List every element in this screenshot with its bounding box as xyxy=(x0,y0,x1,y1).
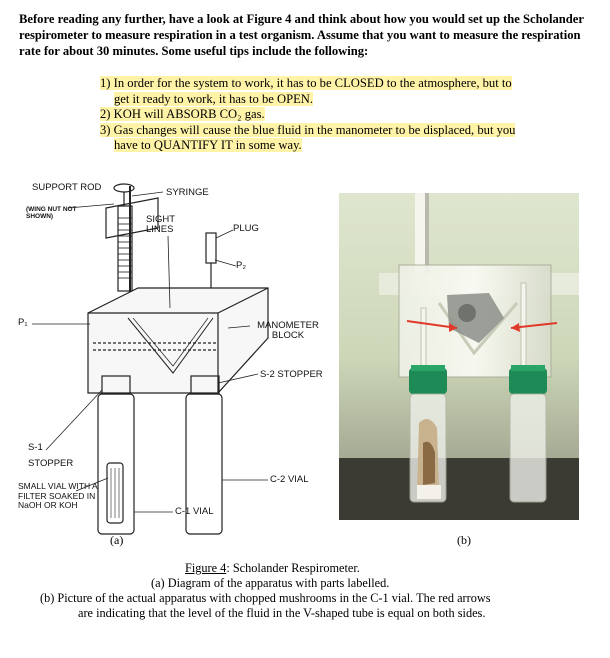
tips-list xyxy=(100,76,570,154)
respirometer-diagram xyxy=(18,178,348,548)
caption-line-a: (a) Diagram of the apparatus with parts labelled. xyxy=(151,576,390,590)
tip-line: 1) In order for the system to work, it has to be CLOSED to the atmosphere, but to xyxy=(100,76,512,90)
label-sight-lines: SIGHT LINES xyxy=(146,214,175,235)
panel-label-a: (a) xyxy=(110,533,124,547)
tip-line: 3) Gas changes will cause the blue fluid in the manometer to be displaced, but you xyxy=(100,122,516,137)
label-p1: P₁ xyxy=(18,317,28,328)
tip-item xyxy=(100,123,570,139)
tip-line: get it ready to work, it has to be OPEN. xyxy=(114,91,314,106)
panel-label-b: (b) xyxy=(457,533,471,547)
label-wing-nut: (WING NUT NOT SHOWN) xyxy=(26,206,77,220)
caption-title: : Scholander Respirometer. xyxy=(226,561,360,575)
label-p2: P₂ xyxy=(236,260,247,271)
figure-caption xyxy=(40,561,580,621)
tip-item xyxy=(100,76,570,92)
apparatus-photo xyxy=(339,193,579,520)
label-support-rod: SUPPORT ROD xyxy=(32,182,102,193)
label-s1-stopper: S-1 STOPPER xyxy=(28,442,74,469)
figure-reference: Figure 4 xyxy=(185,561,227,575)
tip-line: 2) KOH will ABSORB CO₂ gas. xyxy=(100,107,265,121)
label-s2-stopper: S-2 STOPPER xyxy=(260,369,323,380)
tip-item-cont xyxy=(100,138,570,154)
label-manometer-block: MANOMETER BLOCK xyxy=(257,320,319,341)
tip-line: have to QUANTIFY IT in some way. xyxy=(114,138,302,152)
label-plug: PLUG xyxy=(233,223,259,234)
label-small-vial: SMALL VIAL WITH A FILTER SOAKED IN NaOH OR KOH xyxy=(18,481,98,510)
tip-item-cont xyxy=(100,92,570,108)
label-syringe: SYRINGE xyxy=(166,187,209,198)
label-c2-vial: C-2 VIAL xyxy=(270,474,309,485)
apparatus-photo-drawing xyxy=(339,193,579,520)
caption-line-b1: (b) Picture of the actual apparatus with chopped mushrooms in the C-1 vial. The red arrows xyxy=(40,591,491,605)
tip-item xyxy=(100,107,570,123)
intro-paragraph: Before reading any further, have a look at Figure 4 and think about how you would set up the Scholander respirometer to measure respiration in a test organism. Assume that you want to measure the respiration rate for about 30 minutes. Some useful tips include the following: xyxy=(19,12,584,58)
caption-line-b2: are indicating that the level of the fluid in the V-shaped tube is equal on both sides. xyxy=(78,606,486,620)
label-c1-vial: C-1 VIAL xyxy=(175,506,214,517)
